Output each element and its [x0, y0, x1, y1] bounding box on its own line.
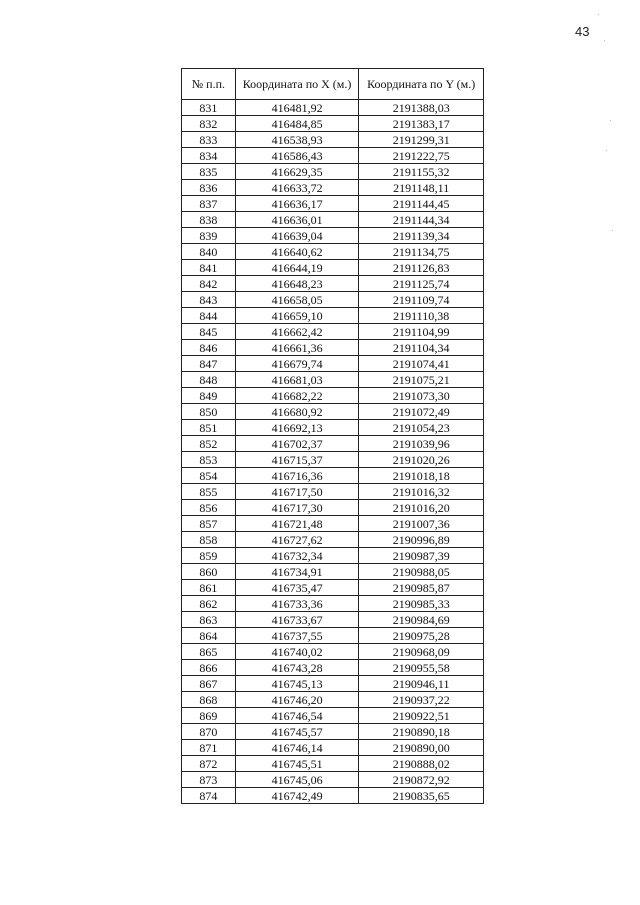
cell-y-coordinate: 2190996,89	[359, 532, 484, 548]
cell-y-coordinate: 2191126,83	[359, 260, 484, 276]
cell-row-number: 853	[182, 452, 236, 468]
header-row-number: № п.п.	[182, 69, 236, 100]
cell-row-number: 844	[182, 308, 236, 324]
cell-y-coordinate: 2191388,03	[359, 100, 484, 116]
cell-x-coordinate: 416648,23	[235, 276, 359, 292]
page-number: 43	[575, 24, 590, 39]
cell-y-coordinate: 2191039,96	[359, 436, 484, 452]
cell-y-coordinate: 2190922,51	[359, 708, 484, 724]
cell-row-number: 874	[182, 788, 236, 804]
cell-row-number: 847	[182, 356, 236, 372]
cell-row-number: 842	[182, 276, 236, 292]
table-row	[182, 276, 484, 292]
cell-row-number: 866	[182, 660, 236, 676]
cell-x-coordinate: 416679,74	[235, 356, 359, 372]
table-row	[182, 308, 484, 324]
cell-row-number: 857	[182, 516, 236, 532]
cell-x-coordinate: 416640,62	[235, 244, 359, 260]
table-row	[182, 740, 484, 756]
table-row	[182, 196, 484, 212]
header-x-coordinate: Координата по X (м.)	[235, 69, 359, 100]
table-row	[182, 644, 484, 660]
cell-row-number: 845	[182, 324, 236, 340]
cell-row-number: 836	[182, 180, 236, 196]
cell-row-number: 870	[182, 724, 236, 740]
cell-row-number: 848	[182, 372, 236, 388]
cell-y-coordinate: 2191222,75	[359, 148, 484, 164]
cell-y-coordinate: 2190987,39	[359, 548, 484, 564]
cell-row-number: 840	[182, 244, 236, 260]
cell-y-coordinate: 2191155,32	[359, 164, 484, 180]
cell-x-coordinate: 416484,85	[235, 116, 359, 132]
table-row	[182, 564, 484, 580]
table-row	[182, 164, 484, 180]
cell-x-coordinate: 416636,17	[235, 196, 359, 212]
cell-x-coordinate: 416734,91	[235, 564, 359, 580]
cell-row-number: 852	[182, 436, 236, 452]
table-row	[182, 724, 484, 740]
table-row	[182, 212, 484, 228]
cell-y-coordinate: 2190985,87	[359, 580, 484, 596]
table-row	[182, 148, 484, 164]
cell-y-coordinate: 2190984,69	[359, 612, 484, 628]
cell-row-number: 849	[182, 388, 236, 404]
cell-x-coordinate: 416717,30	[235, 500, 359, 516]
cell-y-coordinate: 2190937,22	[359, 692, 484, 708]
table-row	[182, 116, 484, 132]
cell-x-coordinate: 416746,20	[235, 692, 359, 708]
cell-y-coordinate: 2190888,02	[359, 756, 484, 772]
cell-x-coordinate: 416740,02	[235, 644, 359, 660]
table-row	[182, 756, 484, 772]
cell-y-coordinate: 2191072,49	[359, 404, 484, 420]
cell-row-number: 832	[182, 116, 236, 132]
cell-x-coordinate: 416662,42	[235, 324, 359, 340]
scan-speck	[606, 150, 607, 151]
table-row	[182, 372, 484, 388]
cell-row-number: 843	[182, 292, 236, 308]
cell-x-coordinate: 416702,37	[235, 436, 359, 452]
cell-row-number: 867	[182, 676, 236, 692]
cell-x-coordinate: 416636,01	[235, 212, 359, 228]
cell-row-number: 862	[182, 596, 236, 612]
table-row	[182, 548, 484, 564]
cell-row-number: 834	[182, 148, 236, 164]
cell-row-number: 854	[182, 468, 236, 484]
cell-row-number: 831	[182, 100, 236, 116]
cell-row-number: 872	[182, 756, 236, 772]
scan-speck	[610, 120, 611, 121]
scan-speck	[604, 40, 605, 41]
cell-x-coordinate: 416743,28	[235, 660, 359, 676]
cell-y-coordinate: 2191125,74	[359, 276, 484, 292]
cell-row-number: 841	[182, 260, 236, 276]
cell-row-number: 833	[182, 132, 236, 148]
cell-y-coordinate: 2190968,09	[359, 644, 484, 660]
cell-row-number: 869	[182, 708, 236, 724]
cell-x-coordinate: 416745,13	[235, 676, 359, 692]
cell-x-coordinate: 416737,55	[235, 628, 359, 644]
cell-row-number: 846	[182, 340, 236, 356]
cell-y-coordinate: 2190975,28	[359, 628, 484, 644]
table-body	[182, 100, 484, 804]
cell-x-coordinate: 416538,93	[235, 132, 359, 148]
cell-y-coordinate: 2190946,11	[359, 676, 484, 692]
cell-row-number: 851	[182, 420, 236, 436]
cell-x-coordinate: 416682,22	[235, 388, 359, 404]
cell-x-coordinate: 416733,67	[235, 612, 359, 628]
table-header-row	[182, 69, 484, 100]
table-row	[182, 100, 484, 116]
coordinates-table	[181, 68, 484, 804]
cell-row-number: 837	[182, 196, 236, 212]
cell-row-number: 863	[182, 612, 236, 628]
cell-x-coordinate: 416644,19	[235, 260, 359, 276]
cell-y-coordinate: 2191074,41	[359, 356, 484, 372]
cell-y-coordinate: 2191144,45	[359, 196, 484, 212]
table-row	[182, 404, 484, 420]
cell-row-number: 850	[182, 404, 236, 420]
cell-x-coordinate: 416727,62	[235, 532, 359, 548]
cell-x-coordinate: 416680,92	[235, 404, 359, 420]
cell-y-coordinate: 2191299,31	[359, 132, 484, 148]
cell-y-coordinate: 2190988,05	[359, 564, 484, 580]
table-row	[182, 676, 484, 692]
cell-row-number: 860	[182, 564, 236, 580]
cell-x-coordinate: 416732,34	[235, 548, 359, 564]
cell-x-coordinate: 416661,36	[235, 340, 359, 356]
cell-row-number: 839	[182, 228, 236, 244]
cell-x-coordinate: 416658,05	[235, 292, 359, 308]
table-row	[182, 132, 484, 148]
cell-y-coordinate: 2191139,34	[359, 228, 484, 244]
cell-x-coordinate: 416735,47	[235, 580, 359, 596]
cell-y-coordinate: 2191016,20	[359, 500, 484, 516]
table-row	[182, 532, 484, 548]
cell-row-number: 873	[182, 772, 236, 788]
cell-y-coordinate: 2191109,74	[359, 292, 484, 308]
table-row	[182, 772, 484, 788]
table-row	[182, 324, 484, 340]
table-row	[182, 244, 484, 260]
table-row	[182, 660, 484, 676]
cell-row-number: 855	[182, 484, 236, 500]
table-row	[182, 580, 484, 596]
cell-x-coordinate: 416639,04	[235, 228, 359, 244]
cell-x-coordinate: 416745,06	[235, 772, 359, 788]
table-row	[182, 468, 484, 484]
header-y-coordinate: Координата по Y (м.)	[359, 69, 484, 100]
cell-x-coordinate: 416716,36	[235, 468, 359, 484]
cell-y-coordinate: 2191018,18	[359, 468, 484, 484]
cell-x-coordinate: 416715,37	[235, 452, 359, 468]
cell-x-coordinate: 416481,92	[235, 100, 359, 116]
cell-row-number: 856	[182, 500, 236, 516]
table-row	[182, 500, 484, 516]
cell-row-number: 861	[182, 580, 236, 596]
cell-y-coordinate: 2191104,34	[359, 340, 484, 356]
cell-y-coordinate: 2191148,11	[359, 180, 484, 196]
cell-row-number: 864	[182, 628, 236, 644]
cell-x-coordinate: 416745,57	[235, 724, 359, 740]
cell-y-coordinate: 2191075,21	[359, 372, 484, 388]
table-row	[182, 596, 484, 612]
table-row	[182, 708, 484, 724]
cell-x-coordinate: 416746,14	[235, 740, 359, 756]
table-row	[182, 180, 484, 196]
cell-y-coordinate: 2191110,38	[359, 308, 484, 324]
cell-row-number: 865	[182, 644, 236, 660]
cell-y-coordinate: 2191016,32	[359, 484, 484, 500]
cell-y-coordinate: 2190890,18	[359, 724, 484, 740]
cell-y-coordinate: 2191134,75	[359, 244, 484, 260]
cell-x-coordinate: 416733,36	[235, 596, 359, 612]
cell-row-number: 859	[182, 548, 236, 564]
cell-x-coordinate: 416742,49	[235, 788, 359, 804]
cell-y-coordinate: 2190890,00	[359, 740, 484, 756]
table-row	[182, 484, 484, 500]
table-row	[182, 260, 484, 276]
cell-row-number: 835	[182, 164, 236, 180]
table-row	[182, 788, 484, 804]
cell-x-coordinate: 416721,48	[235, 516, 359, 532]
cell-y-coordinate: 2190985,33	[359, 596, 484, 612]
table-row	[182, 356, 484, 372]
cell-x-coordinate: 416745,51	[235, 756, 359, 772]
cell-x-coordinate: 416681,03	[235, 372, 359, 388]
cell-x-coordinate: 416746,54	[235, 708, 359, 724]
table-row	[182, 292, 484, 308]
cell-y-coordinate: 2191073,30	[359, 388, 484, 404]
cell-row-number: 868	[182, 692, 236, 708]
cell-x-coordinate: 416586,43	[235, 148, 359, 164]
cell-y-coordinate: 2191007,36	[359, 516, 484, 532]
table-row	[182, 388, 484, 404]
cell-y-coordinate: 2190955,58	[359, 660, 484, 676]
cell-row-number: 858	[182, 532, 236, 548]
cell-x-coordinate: 416659,10	[235, 308, 359, 324]
table-row	[182, 692, 484, 708]
cell-y-coordinate: 2191104,99	[359, 324, 484, 340]
table-row	[182, 628, 484, 644]
cell-x-coordinate: 416629,35	[235, 164, 359, 180]
cell-row-number: 838	[182, 212, 236, 228]
cell-y-coordinate: 2191054,23	[359, 420, 484, 436]
scan-speck	[612, 230, 613, 231]
table-row	[182, 228, 484, 244]
cell-row-number: 871	[182, 740, 236, 756]
table-row	[182, 420, 484, 436]
scan-speck	[598, 14, 599, 15]
cell-x-coordinate: 416692,13	[235, 420, 359, 436]
cell-y-coordinate: 2191383,17	[359, 116, 484, 132]
cell-y-coordinate: 2191020,26	[359, 452, 484, 468]
table-row	[182, 340, 484, 356]
cell-y-coordinate: 2191144,34	[359, 212, 484, 228]
cell-x-coordinate: 416717,50	[235, 484, 359, 500]
table-row	[182, 612, 484, 628]
cell-y-coordinate: 2190835,65	[359, 788, 484, 804]
cell-y-coordinate: 2190872,92	[359, 772, 484, 788]
table-row	[182, 436, 484, 452]
table-row	[182, 516, 484, 532]
cell-x-coordinate: 416633,72	[235, 180, 359, 196]
table-row	[182, 452, 484, 468]
